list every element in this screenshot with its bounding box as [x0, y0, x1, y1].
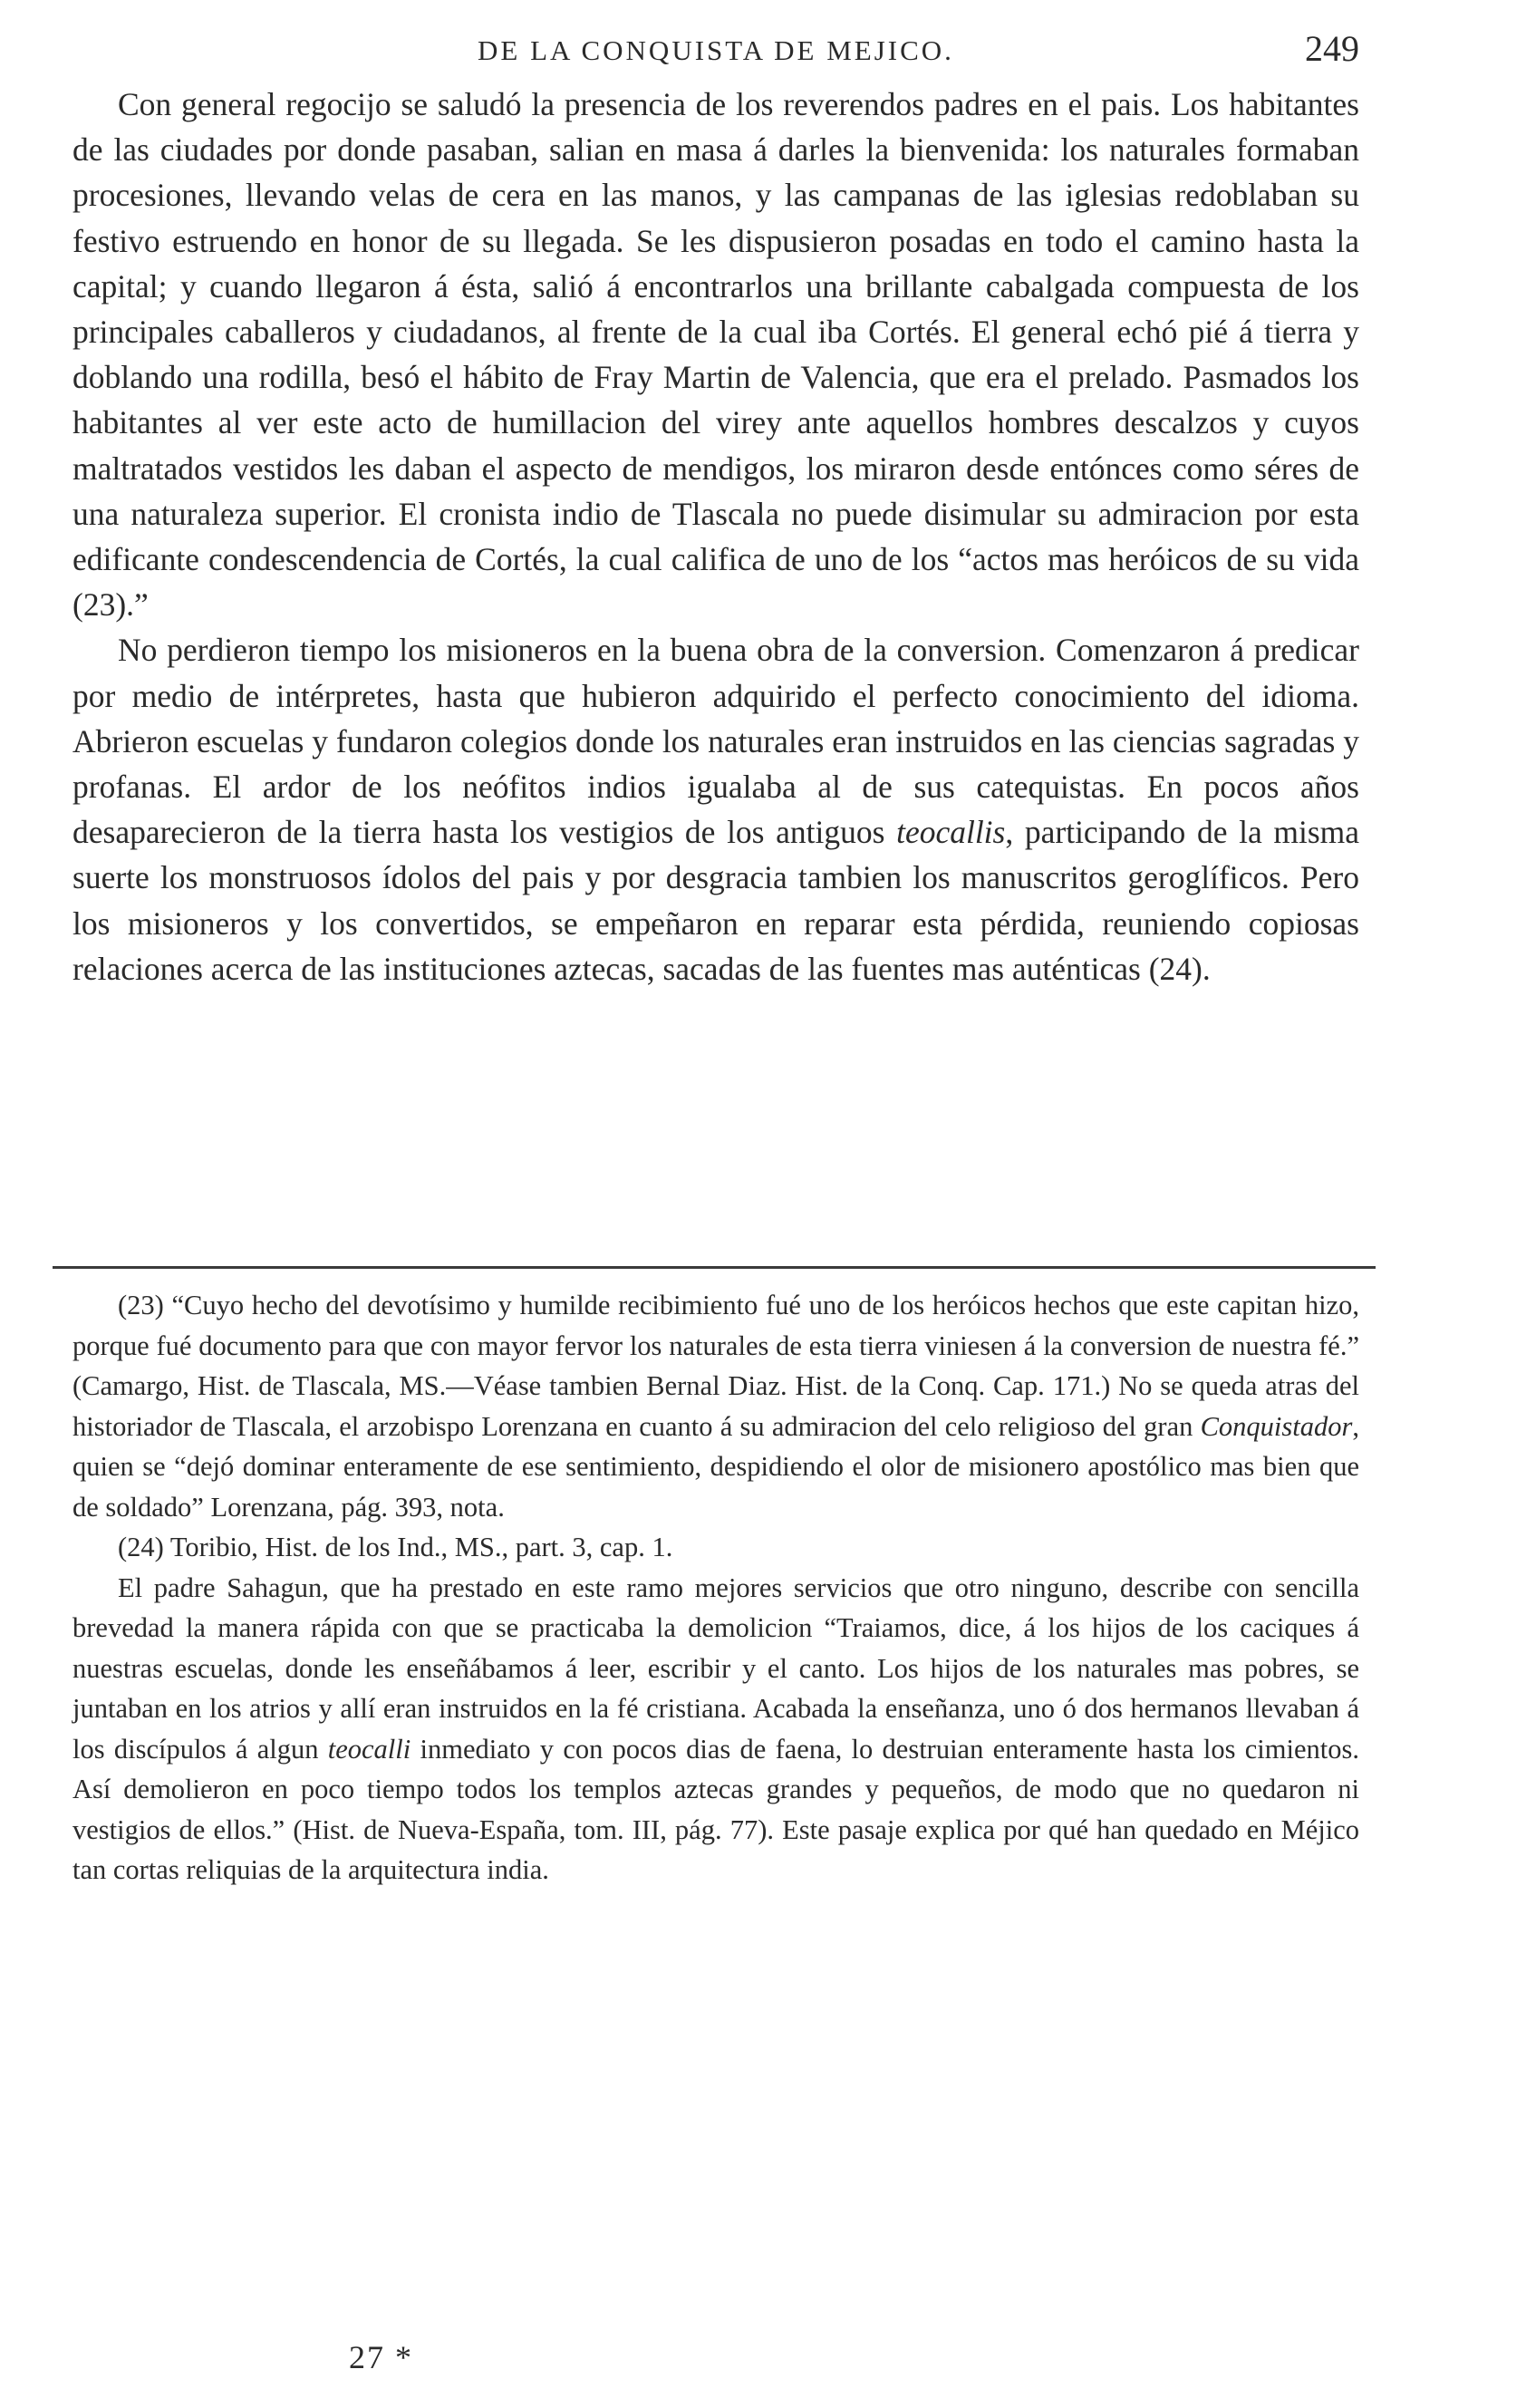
footnote-divider [53, 1266, 1376, 1269]
footnote-24b-text-b: inmediato y con pocos dias de faena, lo destruian enteramente hasta los cimientos. Así demolieron en poco tiempo todos los templos aztecas grandes y pequeños, de modo que no quedaron ni vestigios de ellos.” (Hist. de Nueva-España, tom. III, pág. 77). Este pasaje explica por qué han quedado en Méjico tan cortas reliquias de la arquitectura india. [72, 1733, 1359, 1885]
paragraph-2-italic: teocallis [896, 814, 1006, 851]
signature-mark: 27 * [349, 2339, 413, 2375]
paragraph-2-text-a: No perdieron tiempo los misioneros en la buena obra de la conversion. Comenzaron á predicar por medio de intérpretes, hasta que hubieron adquirido el perfecto conocimiento del idioma. Abrieron escuelas y fundaron colegios donde los naturales eran instruidos en las ciencias sagradas y profanas. El ardor de los neófitos indios igualaba al de sus catequistas. En pocos años desaparecieron de la tierra hasta los vestigios de los antiguos [72, 632, 1359, 851]
footnote-23-italic: Conquistador [1200, 1410, 1353, 1442]
paragraph-2-text-b: , participando de la misma suerte los monstruosos ídolos del pais y por desgracia tambien los manuscritos geroglíficos. Pero los misioneros y los convertidos, se empeñaron en reparar esta pérdida, reuniendo copiosas relaciones acerca de las instituciones aztecas, sacadas de las fuentes mas auténticas (24). [72, 814, 1360, 987]
footnote-23-text-a: (23) “Cuyo hecho del devotísimo y humilde recibimiento fué uno de los heróicos hechos que este capitan hizo, porque fué documento para que con mayor fervor los naturales de esta tierra viniesen á la conversion de nuestra fé.” (Camargo, Hist. de Tlascala, MS.—Véase tambien Bernal Diaz. Hist. de la Conq. Cap. 171.) No se queda atras del historiador de Tlascala, el arzobispo Lorenzana en cuanto á su admiracion del celo religioso del gran [72, 1290, 1359, 1442]
footnote-24b-italic: teocalli [327, 1733, 411, 1765]
main-text [72, 82, 1359, 991]
running-title: DE LA CONQUISTA DE MEJICO. [478, 34, 954, 66]
paragraph-2 [72, 627, 1359, 991]
paragraph-1: Con general regocijo se saludó la presencia de los reverendos padres en el pais. Los habitantes de las ciudades por donde pasaban, salian en masa á darles la bienvenida: los naturales formaban procesiones, llevando velas de cera en las manos, y las campanas de las iglesias redoblaban su festivo estruendo en honor de su llegada. Se les dispusieron posadas en todo el camino hasta la capital; y cuando llegaron á ésta, salió á encontrarlos una brillante cabalgada compuesta de los principales caballeros y ciudadanos, al frente de la cual iba Cortés. El general echó pié á tierra y doblando una rodilla, besó el hábito de Fray Martin de Valencia, que era el prelado. Pasmados los habitantes al ver este acto de humillacion del virey ante aquellos hombres descalzos y cuyos maltratados vestidos les daban el aspecto de mendigos, los miraron desde entónces como séres de una naturaleza superior. El cronista indio de Tlascala no puede disimular su admiracion por esta edificante condescendencia de Cortés, la cual califica de uno de los “actos mas heróicos de su vida (23).” [72, 86, 1359, 624]
page-header [72, 27, 1359, 73]
footnote-23-text-b: , quien se “dejó dominar enteramente de ese sentimiento, despidiendo el olor de misionero apostólico mas bien que de soldado” Lorenzana, pág. 393, nota. [72, 1410, 1359, 1523]
page-number: 249 [1305, 28, 1359, 69]
footnote-24: (24) Toribio, Hist. de los Ind., MS., part. 3, cap. 1. [118, 1532, 673, 1562]
footnote-23 [72, 1285, 1359, 1527]
footnote-24-continuation [72, 1568, 1359, 1891]
footnotes [72, 1285, 1359, 1891]
footnote-24b-text-a: El padre Sahagun, que ha prestado en este ramo mejores servicios que otro ninguno, describe con sencilla brevedad la manera rápida con que se practicaba la demolicion “Traiamos, dice, á los hijos de los caciques á nuestras escuelas, donde les enseñábamos á leer, escribir y el canto. Los hijos de los naturales mas pobres, se juntaban en los atrios y allí eran instruidos en la fé cristiana. Acabada la enseñanza, uno ó dos hermanos llevaban á los discípulos á algun [72, 1571, 1359, 1765]
